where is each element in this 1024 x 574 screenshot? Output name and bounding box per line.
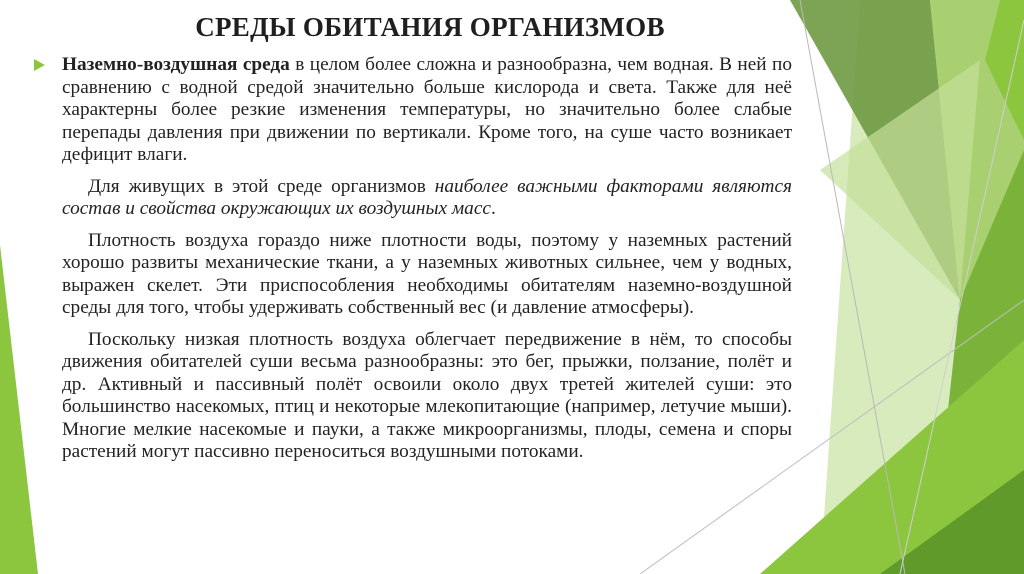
left-green-sliver xyxy=(0,245,38,574)
paragraph-3: Плотность воздуха гораздо ниже плотности воды, поэтому у наземных растений хорошо развиты механические ткани, а у наземных животных сильнее, чем у водных, выражен скелет. Эти приспособления необходимы обитателям наземно-воздушной среды для того, чтобы удерживать собственный вес (и давление атмосферы). xyxy=(62,229,792,318)
paragraph-4: Поскольку низкая плотность воздуха облегчает передвижение в нём, то способы движения обитателей суши весьма разнообразны: это бег, прыжки, ползание, полёт и др. Активный и пассивный полёт освоили около двух третей жителей суши: это большинство насекомых, птиц и некоторые млекопитающие (например, летучие мыши). Многие мелкие насекомые и пауки, а также микроорганизмы, плоды, семена и споры растений могут пассивно переноситься воздушными потоками. xyxy=(62,328,792,462)
slide-title: СРЕДЫ ОБИТАНИЯ ОРГАНИЗМОВ xyxy=(195,12,665,42)
paragraph-2-italic: наиболее важными факторами являются состав и свойства окружающих их воздушных масс xyxy=(62,175,792,219)
paragraph-1 xyxy=(62,54,792,167)
paragraph-2-text-after: . xyxy=(490,198,496,219)
bullet-arrow-icon xyxy=(34,59,45,71)
paragraph-2-text-before: Для живущих в этой среде организмов xyxy=(88,175,435,197)
paragraph-1-text: в целом более сложна и разнообразна, чем водная. В ней по сравнению с водной средой значительно больше кислорода и света. Также для неё характерны более резкие изменения температуры, но значительно более слабые перепады давления при движении по вертикали. Кроме того, на суше часто возникает дефицит влаги. xyxy=(62,54,792,165)
slide-body xyxy=(62,54,792,473)
bold-term: Наземно-воздушная среда xyxy=(62,54,290,75)
paragraph-2 xyxy=(62,176,792,221)
